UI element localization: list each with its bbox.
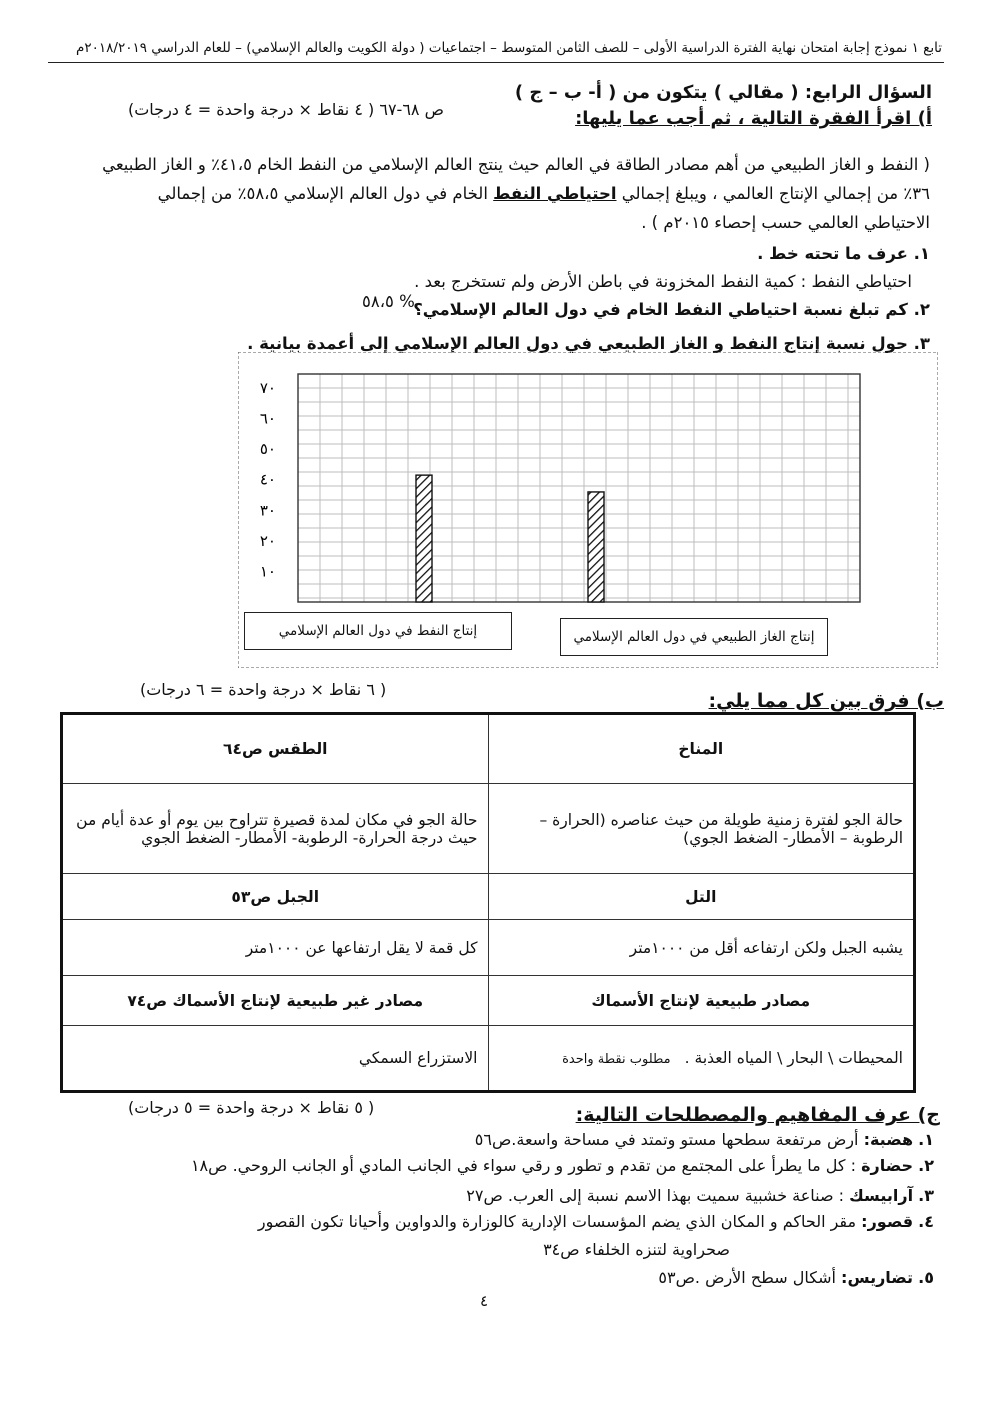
cell-left <box>62 1026 489 1092</box>
cell-right-text: حالة الجو لفترة زمنية طويلة من حيث عناصره (الحرارة – الرطوبة – الأمطار- الضغط الجوي) <box>539 810 903 847</box>
cell-left <box>62 920 489 976</box>
answer-2: ٥٨،٥ % <box>362 292 415 311</box>
category-label-oil: إنتاج النفط في دول العالم الإسلامي <box>244 612 512 650</box>
cell-right <box>488 714 915 784</box>
cell-left-text: الجبل ص٥٣ <box>231 887 320 906</box>
cell-left-text: كل قمة لا يقل ارتفاعها عن ١٠٠٠متر <box>245 938 478 957</box>
comparison-table <box>60 712 916 1093</box>
cell-left-text: الاستزراع السمكي <box>358 1049 478 1067</box>
cell-right-text: المناخ <box>678 740 724 758</box>
definition-number: ٥. <box>918 1268 934 1287</box>
table-row <box>62 1026 915 1092</box>
paragraph-end: الخام في دول العالم الإسلامي ٥٨،٥٪ من إجمالي الاحتياطي العالمي حسب إحصاء ٢٠١٥م ) . <box>157 184 930 232</box>
definition-text: صحراوية لتنزه الخلفاء ص٣٤ <box>543 1240 730 1259</box>
question-4-title: السؤال الرابع: ( مقالي ) يتكون من ( أ- ب – ج ) <box>514 82 932 103</box>
table-header-row <box>62 874 915 920</box>
definition-term: قصور: <box>861 1212 914 1231</box>
definition-text: أشكال سطح الأرض .ص٥٣ <box>658 1268 842 1287</box>
cell-left <box>62 874 489 920</box>
plot-frame <box>298 374 860 602</box>
definition-text: : كل ما يطرأ على المجتمع من تقدم و تطور و رقي سواء في الجانب المادي أو الجانب الروحي. ص١٨ <box>190 1156 862 1175</box>
question-2: ٢. كم تبلغ نسبة احتياطي النفط الخام في دول العالم الإسلامي؟ <box>413 300 930 319</box>
cell-right-text: مصادر طبيعية لإنتاج الأسماك <box>591 991 811 1010</box>
header-divider <box>48 62 944 63</box>
part-c-score: ( ٥ نقاط × درجة واحدة = ٥ درجات) <box>128 1098 375 1117</box>
definition-term: هضبة: <box>863 1130 914 1149</box>
y-tick-label: ٧٠ <box>259 379 276 397</box>
y-tick-label: ٢٠ <box>259 531 276 550</box>
cell-left <box>62 784 489 874</box>
definition-text: : صناعة خشبية سميت بهذا الاسم نسبة إلى العرب. ص٢٧ <box>466 1186 850 1205</box>
definition-item <box>658 1268 934 1287</box>
definition-number: ٤. <box>918 1212 934 1231</box>
paragraph-start: ( النفط و الغاز الطبيعي من أهم مصادر الطاقة في العالم حيث ينتج العالم الإسلامي من النفط الخام ٤١،٥٪ و الغاز الطبيعي ٣٦٪ من إجمالي الإنتاج العالمي ، ويبلغ إجمالي <box>102 155 930 203</box>
y-tick-label: ٣٠ <box>259 501 276 520</box>
definition-text: مقر الحاكم و المكان الذي يضم المؤسسات الإدارية كالوزارة والدواوين وأحيانا تكون القصور <box>257 1212 862 1231</box>
cell-right-text: المحيطات \ البحار \ المياه العذبة . <box>684 1049 903 1067</box>
category-label-gas: إنتاج الغاز الطبيعي في دول العالم الإسلامي <box>560 618 828 656</box>
part-a-score: ص ٦٨-٦٧ ( ٤ نقاط × درجة واحدة = ٤ درجات) <box>128 100 444 119</box>
cell-left-text: مصادر غير طبيعية لإنتاج الأسماك ص٧٤ <box>127 991 424 1010</box>
definition-number: ٢. <box>918 1156 934 1175</box>
definition-item <box>475 1130 934 1149</box>
table-row <box>62 784 915 874</box>
bar-chart <box>238 352 938 668</box>
cell-right-text: يشبه الجبل ولكن ارتفاعه أقل من ١٠٠٠متر <box>629 938 903 957</box>
part-c-title: ج) عرف المفاهيم والمصطلحات التالية: <box>575 1104 940 1126</box>
cell-right <box>488 1026 915 1092</box>
reading-paragraph <box>90 150 930 237</box>
y-tick-label: ٥٠ <box>259 440 276 459</box>
cell-right <box>488 976 915 1026</box>
part-b-title: ب) فرق بين كل مما يلي: <box>708 690 944 712</box>
definition-number: ١. <box>918 1130 934 1149</box>
definition-number: ٣. <box>918 1186 934 1205</box>
table-header-row <box>62 714 915 784</box>
cell-left-text: حالة الجو في مكان لمدة قصيرة تتراوح بين يوم أو عدة أيام من حيث درجة الحرارة- الرطوبة- الأمطار- الضغط الجوي <box>76 810 478 847</box>
cell-right <box>488 784 915 874</box>
bar-oil-production <box>416 475 432 602</box>
definition-term: تضاريس: <box>841 1268 914 1287</box>
definition-term: حضارة <box>861 1156 914 1175</box>
y-tick-label: ٦٠ <box>259 409 276 428</box>
table-row <box>62 920 915 976</box>
y-tick-label: ١٠ <box>259 562 276 581</box>
definition-item <box>466 1186 934 1205</box>
cell-right-text: التل <box>685 887 717 906</box>
cell-left-text: الطقس ص٦٤ <box>223 740 328 758</box>
paragraph-underlined-term: احتياطي النفط <box>493 184 617 203</box>
y-tick-label: ٤٠ <box>259 470 276 489</box>
part-a-title: أ) اقرأ الفقرة التالية ، ثم أجب عما يليها: <box>575 108 932 129</box>
cell-left <box>62 976 489 1026</box>
exam-header: تابع ١ نموذج إجابة امتحان نهاية الفترة الدراسية الأولى – للصف الثامن المتوسط – اجتماعيات ( دولة الكويت والعالم الإسلامي) – للعام الدراسي ٢٠١٨/٢٠١٩م <box>76 40 942 56</box>
part-b-score: ( ٦ نقاط × درجة واحدة = ٦ درجات) <box>140 680 387 699</box>
definition-item <box>191 1156 934 1175</box>
cell-right-note: مطلوب نقطة واحدة <box>562 1052 671 1067</box>
cell-right <box>488 874 915 920</box>
answer-1: احتياطي النفط : كمية النفط المخزونة في باطن الأرض ولم تستخرج بعد . <box>414 272 912 291</box>
page-number: ٤ <box>480 1292 489 1310</box>
question-3: ٣. حول نسبة إنتاج النفط و الغاز الطبيعي في دول العالم الإسلامي إلى أعمدة بيانية . <box>247 334 930 353</box>
cell-left <box>62 714 489 784</box>
cell-right <box>488 920 915 976</box>
table-header-row <box>62 976 915 1026</box>
definition-text: أرض مرتفعة سطحها مستو وتمتد في مساحة واسعة.ص٥٦ <box>474 1130 864 1149</box>
bar-gas-production <box>588 492 604 602</box>
definition-item <box>258 1212 934 1231</box>
question-1: ١. عرف ما تحته خط . <box>757 244 930 263</box>
definition-term: آرابيسك <box>849 1186 914 1205</box>
definition-item <box>543 1240 730 1259</box>
